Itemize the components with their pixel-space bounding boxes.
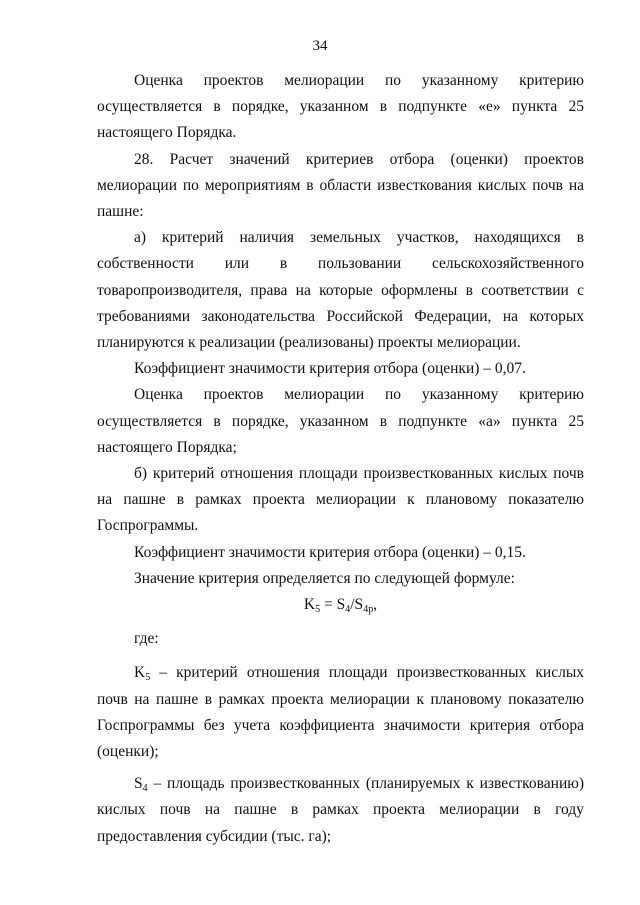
definition-text: – критерий отношения площади произвесткованных кислых почв на пашне в рамках проекта мелиорации к плановому показателю Госпрограммы без учета коэффициента значимости критерия отбора (оценки); bbox=[97, 664, 584, 761]
definition-symbol: K bbox=[134, 664, 146, 682]
paragraph: Коэффициент значимости критерия отбора (оценки) – 0,15. bbox=[134, 543, 526, 561]
paragraph: Оценка проектов мелиорации по указанному критерию осуществляется в порядке, указанном в подпункте «а» пункта 25 настоящего Порядка; bbox=[97, 386, 584, 456]
where-label: где: bbox=[134, 630, 159, 648]
definition-symbol: S bbox=[134, 775, 143, 793]
paragraph: Значение критерия определяется по следующей формуле: bbox=[134, 569, 515, 587]
paragraph: Коэффициент значимости критерия отбора (оценки) – 0,07. bbox=[134, 360, 526, 378]
definition-k5 bbox=[97, 660, 584, 765]
definition-text: – площадь произвесткованных (планируемых к известкованию) кислых почв на пашне в рамках проекта мелиорации в году предоставления субсидии (тыс. га); bbox=[97, 775, 584, 845]
formula-tail: , bbox=[373, 596, 378, 614]
formula-lhs: K bbox=[303, 596, 316, 614]
paragraph: Оценка проектов мелиорации по указанному критерию осуществляется в порядке, указанном в подпункте «е» пункта 25 настоящего Порядка. bbox=[97, 72, 584, 142]
paragraph: 28. Расчет значений критериев отбора (оценки) проектов мелиорации по мероприятиям в области известкования кислых почв на пашне: bbox=[97, 150, 584, 221]
formula bbox=[97, 592, 584, 618]
formula-equals: = S bbox=[320, 596, 346, 614]
paragraph: а) критерий наличия земельных участков, находящихся в собственности или в пользовании сельскохозяйственного товаропроизводителя, права на которые оформлены в соответствии с требованиями законодательства Российской Федерации, на которых планируются к реализации (реализованы) проекты мелиорации. bbox=[97, 229, 584, 352]
formula-numerator-subscript: 4 bbox=[345, 604, 351, 616]
formula-denominator-subscript: 4р bbox=[363, 604, 374, 616]
formula-slash: /S bbox=[350, 596, 364, 614]
definition-subscript: 5 bbox=[145, 672, 151, 684]
definition-subscript: 4 bbox=[142, 783, 148, 795]
document-body bbox=[97, 68, 584, 850]
formula-lhs-subscript: 5 bbox=[315, 604, 321, 616]
definition-s4 bbox=[97, 771, 584, 850]
paragraph: б) критерий отношения площади произвесткованных кислых почв на пашне в рамках проекта мелиорации к плановому показателю Госпрограммы. bbox=[97, 465, 584, 535]
page-number: 34 bbox=[312, 38, 328, 54]
